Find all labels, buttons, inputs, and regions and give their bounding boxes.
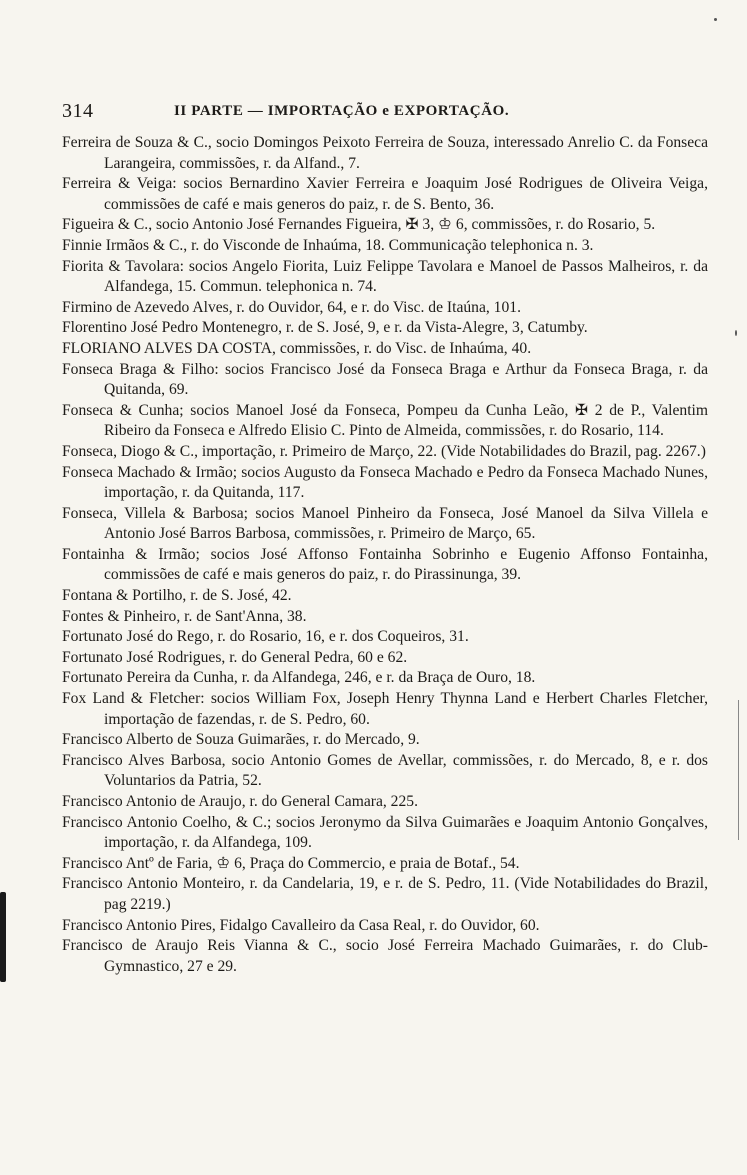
directory-entry: Fortunato José do Rego, r. do Rosario, 16, e r. dos Coqueiros, 31. — [62, 628, 469, 646]
directory-entry: Fortunato Pereira da Cunha, r. da Alfandega, 246, e r. da Braça de Ouro, 18. — [62, 669, 536, 687]
directory-entry: Francisco Alves Barbosa, socio Antonio Gomes de Avellar, commissões, r. do Mercado, 8, e r. dos Voluntarios da Patria, 52. — [62, 751, 708, 790]
directory-entry: Ferreira de Souza & C., socio Domingos Peixoto Ferreira de Souza, interessado Anrelio C. da Fonseca Larangeira, commissões, r. da Alfand., 7. — [62, 134, 708, 172]
directory-listing — [62, 133, 708, 977]
directory-entry: Finnie Irmãos & C., r. do Visconde de Inhaúma, 18. Communicação telephonica n. 3. — [62, 236, 594, 254]
scan-speck — [714, 18, 717, 21]
directory-entry: Fonseca, Diogo & C., importação, r. Primeiro de Março, 22. (Vide Notabilidades do Brazil, pag. 2267.) — [62, 442, 706, 460]
directory-entry: Fontainha & Irmão; socios José Affonso Fontainha Sobrinho e Eugenio Affonso Fontainha, commissões de café e mais generos do paiz, r. do Pirassinunga, 39. — [62, 545, 708, 584]
directory-entry: Francisco Antonio de Araujo, r. do General Camara, 225. — [62, 793, 418, 810]
page-header — [62, 100, 682, 126]
directory-entry: Fontes & Pinheiro, r. de Sant'Anna, 38. — [62, 607, 307, 625]
scan-edge-mark — [0, 892, 6, 982]
directory-entry: Fonseca, Villela & Barbosa; socios Manoel Pinheiro da Fonseca, José Manoel da Silva Villela e Antonio José Barros Barbosa, commissões, r. Primeiro de Março, 65. — [62, 504, 708, 543]
directory-entry: Fonseca Braga & Filho: socios Francisco José da Fonseca Braga e Arthur da Fonseca Braga, r. da Quitanda, 69. — [62, 360, 708, 399]
directory-entry: Francisco Alberto de Souza Guimarães, r. do Mercado, 9. — [62, 731, 420, 749]
directory-entry: Florentino José Pedro Montenegro, r. de S. José, 9, e r. da Vista-Alegre, 3, Catumby. — [62, 319, 588, 337]
directory-entry: Francisco Antonio Pires, Fidalgo Cavalleiro da Casa Real, r. do Ouvidor, 60. — [62, 916, 540, 934]
directory-entry: Ferreira & Veiga: socios Bernardino Xavier Ferreira e Joaquim José Rodrigues de Oliveira Veiga, commissões de café e mais generos do paiz, r. de S. Bento, 36. — [62, 175, 708, 213]
scan-speck — [735, 330, 737, 336]
page-number: 314 — [62, 100, 94, 122]
directory-entry: Francisco Antº de Faria, ♔ 6, Praça do Commercio, e praia de Botaf., 54. — [62, 854, 520, 872]
directory-entry: Fox Land & Fletcher: socios William Fox, Joseph Henry Thynna Land e Herbert Charles Fletcher, importação de fazendas, r. de S. Pedro, 60. — [62, 690, 708, 728]
directory-entry: FLORIANO ALVES DA COSTA, commissões, r. do Visc. de Inhaúma, 40. — [62, 339, 532, 357]
directory-entry: Fiorita & Tavolara: socios Angelo Fiorita, Luiz Felippe Tavolara e Manoel de Passos Malheiros, r. da Alfandega, 15. Commun. telephonica n. 74. — [62, 257, 708, 296]
running-title: II PARTE — IMPORTAÇÃO e EXPORTAÇÃO. — [174, 103, 510, 119]
directory-entry: Fonseca Machado & Irmão; socios Augusto da Fonseca Machado e Pedro da Fonseca Machado Nunes, importação, r. da Quitanda, 117. — [62, 463, 708, 502]
directory-entry: Fonseca & Cunha; socios Manoel José da Fonseca, Pompeu da Cunha Leão, ✠ 2 de P., Valentim Ribeiro da Fonseca e Alfredo Elisio C. Pinto de Almeida, commissões, r. do Rosario, 114. — [62, 401, 708, 440]
directory-entry: Fortunato José Rodrigues, r. do General Pedra, 60 e 62. — [62, 648, 408, 666]
directory-entry: Figueira & C., socio Antonio José Fernandes Figueira, ✠ 3, ♔ 6, commissões, r. do Rosario, 5. — [62, 216, 656, 234]
directory-entry: Francisco Antonio Monteiro, r. da Candelaria, 19, e r. de S. Pedro, 11. (Vide Notabilidades do Brazil, pag 2219.) — [62, 875, 708, 913]
scan-edge-line — [738, 700, 739, 840]
directory-entry: Firmino de Azevedo Alves, r. do Ouvidor, 64, e r. do Visc. de Itaúna, 101. — [62, 298, 521, 316]
directory-entry: Francisco de Araujo Reis Vianna & C., socio José Ferreira Machado Guimarães, r. do Club-Gymnastico, 27 e 29. — [62, 937, 708, 975]
directory-entry: Fontana & Portilho, r. de S. José, 42. — [62, 587, 292, 605]
directory-entry: Francisco Antonio Coelho, & C.; socios Jeronymo da Silva Guimarães e Joaquim Antonio Gonçalves, importação, r. da Alfandega, 109. — [62, 813, 708, 852]
